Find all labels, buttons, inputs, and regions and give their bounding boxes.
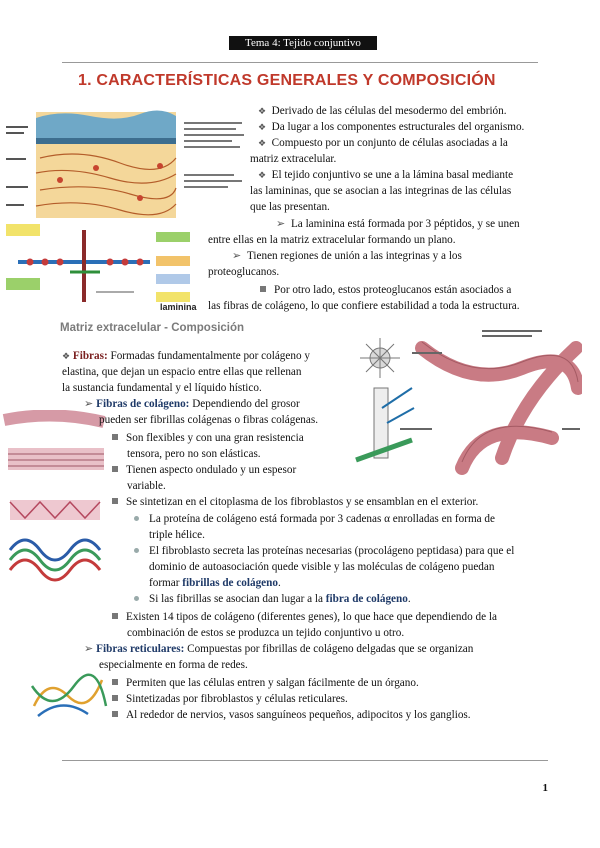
colageno-sub-2: Tienen aspecto ondulado y un espesor (112, 462, 296, 478)
intro-bullet-4-cont: las lamininas, que se asocian a las integrinas de las células (250, 185, 512, 197)
colageno-bullet: ➢ Fibras de colágeno: Dependiendo del grosor (84, 398, 300, 410)
colageno-sub-1: Son flexibles y con una gran resistencia (112, 430, 304, 446)
intro-bullet-2: ❖ Da lugar a los componentes estructurales del organismo. (258, 121, 525, 133)
circle-bullet-icon (134, 596, 139, 601)
diamond-icon: ❖ (258, 170, 267, 180)
diamond-icon: ❖ (258, 138, 267, 148)
diamond-icon: ❖ (258, 106, 267, 116)
fibroblast-fibers-figure (352, 328, 582, 478)
intro-sub-1-cont: entre ellas en la matriz extracelular formando un plano. (208, 234, 456, 246)
laminin-diagram (0, 222, 206, 312)
intro-sub-1: ➢ La laminina está formada por 3 péptidos, y se unen (276, 218, 520, 230)
diamond-icon: ❖ (62, 351, 71, 361)
intro-sub-3-cont: las fibras de colágeno, lo que confiere estabilidad a toda la estructura. (208, 300, 520, 312)
square-bullet-icon (112, 679, 118, 685)
colageno-sub-4-cont: combinación de estos se produzca un tejido conjuntivo u otro. (127, 627, 405, 639)
square-bullet-icon (112, 711, 118, 717)
square-bullet-icon (260, 286, 266, 292)
intro-bullet-4-cont2: que las presentan. (250, 201, 330, 213)
page-number: 1 (542, 782, 548, 794)
square-bullet-icon (112, 613, 118, 619)
arrow-icon: ➢ (232, 250, 242, 262)
circle-bullet-icon (134, 548, 139, 553)
colageno-detail-2-cont: dominio de autoasociación quede visible y las moléculas de colágeno puedan (149, 561, 495, 573)
collagen-structure-figure (0, 410, 108, 585)
intro-bullet-1: ❖ Derivado de las células del mesodermo del embrión. (258, 105, 507, 117)
colageno-detail-1-cont: triple hélice. (149, 529, 205, 541)
tissue-section-figure (0, 108, 250, 220)
diamond-icon: ❖ (258, 122, 267, 132)
intro-bullet-3: ❖ Compuesto por un conjunto de células asociadas a la (258, 137, 508, 149)
square-bullet-icon (112, 434, 118, 440)
section-heading: Matriz extracelular - Composición (60, 322, 245, 334)
colageno-detail-2: El fibroblasto secreta las proteínas necesarias (procolágeno peptidasa) para que el (134, 543, 514, 559)
intro-sub-3: Por otro lado, estos proteoglucanos están asociados a (260, 282, 511, 298)
reticular-fibers-figure (28, 666, 108, 722)
intro-sub-2-cont: proteoglucanos. (208, 266, 280, 278)
bottom-divider (62, 760, 548, 761)
fibras-bullet: ❖ Fibras: Formadas fundamentalmente por colágeno y (62, 350, 310, 362)
square-bullet-icon (112, 498, 118, 504)
colageno-sub-4: Existen 14 tipos de colágeno (diferentes genes), lo que hace que dependiendo de la (112, 609, 497, 625)
reticulares-sub-3: Al rededor de nervios, vasos sanguíneos pequeños, adipocitos y los ganglios. (112, 707, 471, 723)
colageno-sub-2-cont: variable. (127, 480, 166, 492)
colageno-detail-3: Si las fibrillas se asocian dan lugar a la fibra de colágeno. (134, 591, 411, 607)
fibras-line-2: elastina, que dejan un espacio entre ellas que rellenan (62, 366, 302, 378)
intro-sub-2: ➢ Tienen regiones de unión a las integrinas y a los (232, 250, 462, 262)
reticulares-sub-2: Sintetizadas por fibroblastos y células reticulares. (112, 691, 348, 707)
colageno-detail-2-cont2: formar fibrillas de colágeno. (149, 577, 281, 589)
arrow-icon: ➢ (276, 218, 286, 230)
reticulares-sub-1: Permiten que las células entren y salgan fácilmente de un órgano. (112, 675, 419, 691)
top-divider (62, 62, 538, 63)
circle-bullet-icon (134, 516, 139, 521)
arrow-icon: ➢ (84, 643, 94, 655)
square-bullet-icon (112, 466, 118, 472)
laminina-label: laminina (160, 302, 197, 312)
colageno-line-2: pueden ser fibrillas colágenas o fibras colágenas. (99, 414, 319, 426)
arrow-icon: ➢ (84, 398, 94, 410)
colageno-sub-1-cont: tensora, pero no son elásticas. (127, 448, 261, 460)
topic-header: Tema 4: Tejido conjuntivo (229, 36, 377, 50)
reticulares-line-2: especialmente en forma de redes. (99, 659, 248, 671)
reticulares-bullet: ➢ Fibras reticulares: Compuestas por fibrillas de colágeno delgadas que se organizan (84, 643, 474, 655)
page-title: 1. CARACTERÍSTICAS GENERALES Y COMPOSICIÓN (78, 72, 496, 89)
colageno-sub-3: Se sintetizan en el citoplasma de los fibroblastos y se ensamblan en el exterior. (112, 494, 478, 510)
intro-bullet-4: ❖ El tejido conjuntivo se une a la lámina basal mediante (258, 169, 514, 181)
square-bullet-icon (112, 695, 118, 701)
fibras-line-3: la sustancia fundamental y el líquido hístico. (62, 382, 262, 394)
colageno-detail-1: La proteína de colágeno está formada por 3 cadenas α enrolladas en forma de (134, 511, 495, 527)
intro-bullet-3-cont: matriz extracelular. (250, 153, 337, 165)
